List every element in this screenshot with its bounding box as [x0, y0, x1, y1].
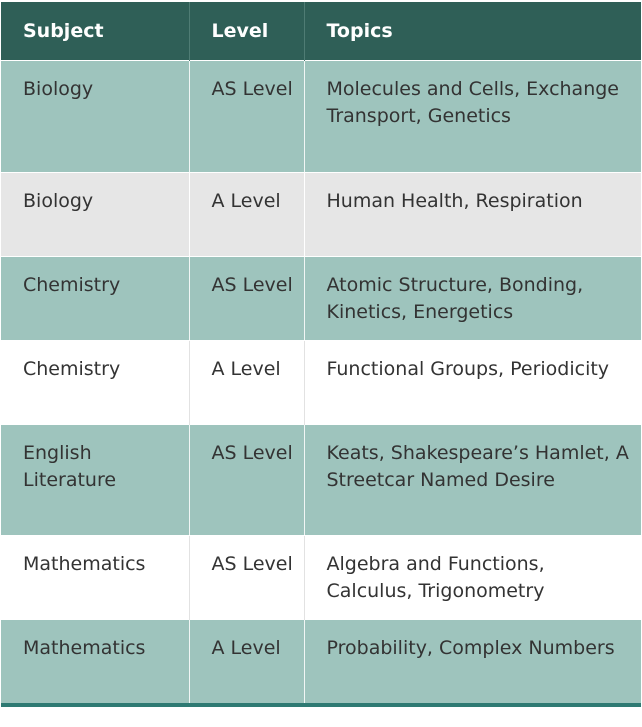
cell-topics: Atomic Structure, Bonding, Kinetics, Energetics [304, 256, 641, 340]
cell-topics: Molecules and Cells, Exchange Transport, Genetics [304, 60, 641, 172]
cell-level: A Level [189, 172, 304, 256]
table-row [1, 60, 641, 172]
cell-topics: Probability, Complex Numbers [304, 619, 641, 703]
cell-topics: Algebra and Functions, Calculus, Trigonometry [304, 535, 641, 619]
cell-subject: English Literature [1, 424, 189, 535]
cell-subject: Chemistry [1, 256, 189, 340]
cell-topics: Human Health, Respiration [304, 172, 641, 256]
table-row [1, 256, 641, 340]
subjects-table-container [1, 2, 641, 707]
header-topics: Topics [304, 2, 641, 60]
table-bottom-rule [1, 703, 641, 707]
cell-level: AS Level [189, 535, 304, 619]
subjects-table [1, 2, 641, 703]
cell-topics: Keats, Shakespeare’s Hamlet, A Streetcar Named Desire [304, 424, 641, 535]
cell-level: A Level [189, 619, 304, 703]
cell-level: AS Level [189, 256, 304, 340]
header-level: Level [189, 2, 304, 60]
header-subject: Subject [1, 2, 189, 60]
table-header-row [1, 2, 641, 60]
cell-level: A Level [189, 340, 304, 424]
cell-subject: Mathematics [1, 619, 189, 703]
table-row [1, 535, 641, 619]
cell-level: AS Level [189, 60, 304, 172]
cell-subject: Biology [1, 172, 189, 256]
table-row [1, 340, 641, 424]
cell-level: AS Level [189, 424, 304, 535]
table-row [1, 172, 641, 256]
cell-subject: Chemistry [1, 340, 189, 424]
cell-subject: Mathematics [1, 535, 189, 619]
cell-topics: Functional Groups, Periodicity [304, 340, 641, 424]
table-row [1, 619, 641, 703]
table-row [1, 424, 641, 535]
cell-subject: Biology [1, 60, 189, 172]
